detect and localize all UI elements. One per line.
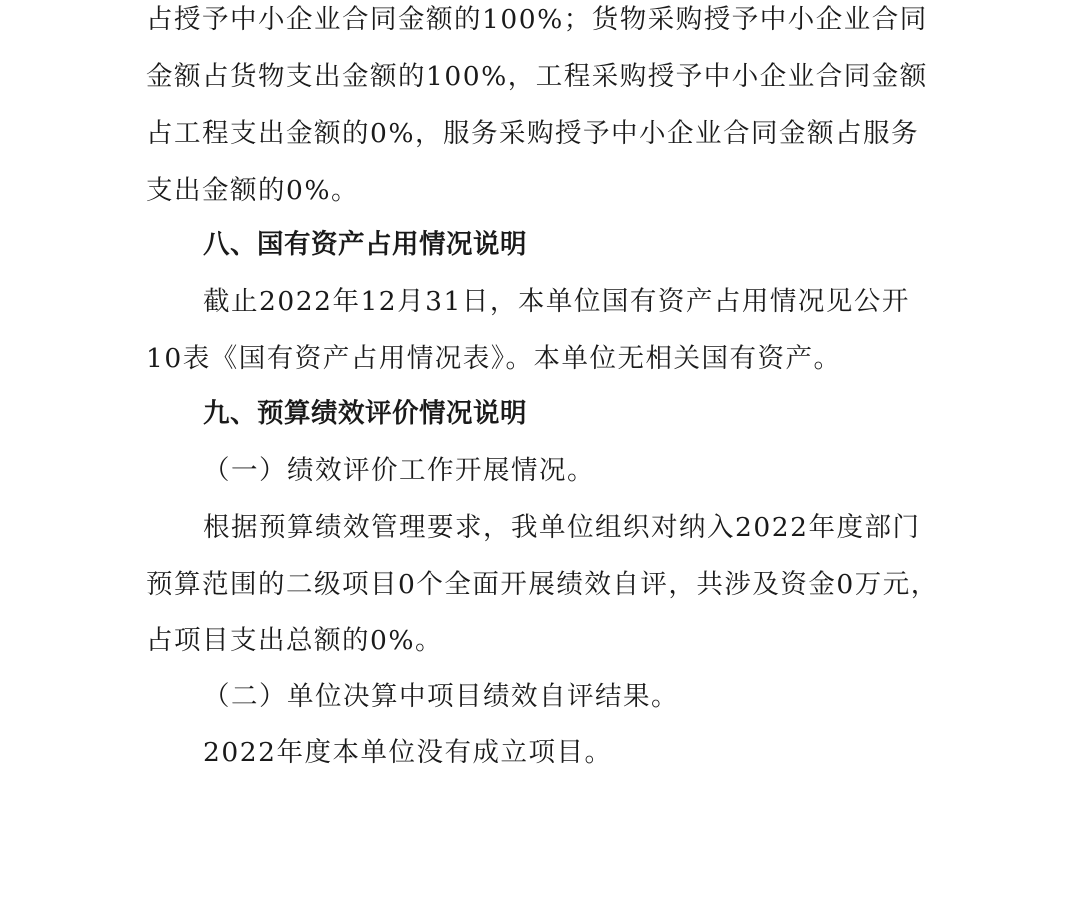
paragraph-line-4: 支出金额的0%。 [146,175,360,206]
paragraph-line-10: 2022年度本单位没有成立项目。 [203,737,613,768]
paragraph-line-8: 预算范围的二级项目0个全面开展绩效自评，共涉及资金0万元， [146,569,939,600]
section-heading-8: 八、国有资产占用情况说明 [203,229,527,260]
paragraph-line-3: 占工程支出金额的0%，服务采购授予中小企业合同金额占服务 [146,118,920,149]
paragraph-line-6: 10表《国有资产占用情况表》。本单位无相关国有资产。 [146,343,842,374]
paragraph-line-7: 根据预算绩效管理要求，我单位组织对纳入2022年度部门 [203,512,921,543]
subsection-heading-1: （一）绩效评价工作开展情况。 [203,455,595,486]
paragraph-line-5: 截止2022年12月31日，本单位国有资产占用情况见公开 [203,286,910,317]
paragraph-line-9: 占项目支出总额的0%。 [146,625,444,656]
section-heading-9: 九、预算绩效评价情况说明 [203,398,527,429]
paragraph-line-1: 占授予中小企业合同金额的100%；货物采购授予中小企业合同 [146,4,928,35]
paragraph-line-2: 金额占货物支出金额的100%，工程采购授予中小企业合同金额 [146,61,928,92]
subsection-heading-2: （二）单位决算中项目绩效自评结果。 [203,681,679,712]
